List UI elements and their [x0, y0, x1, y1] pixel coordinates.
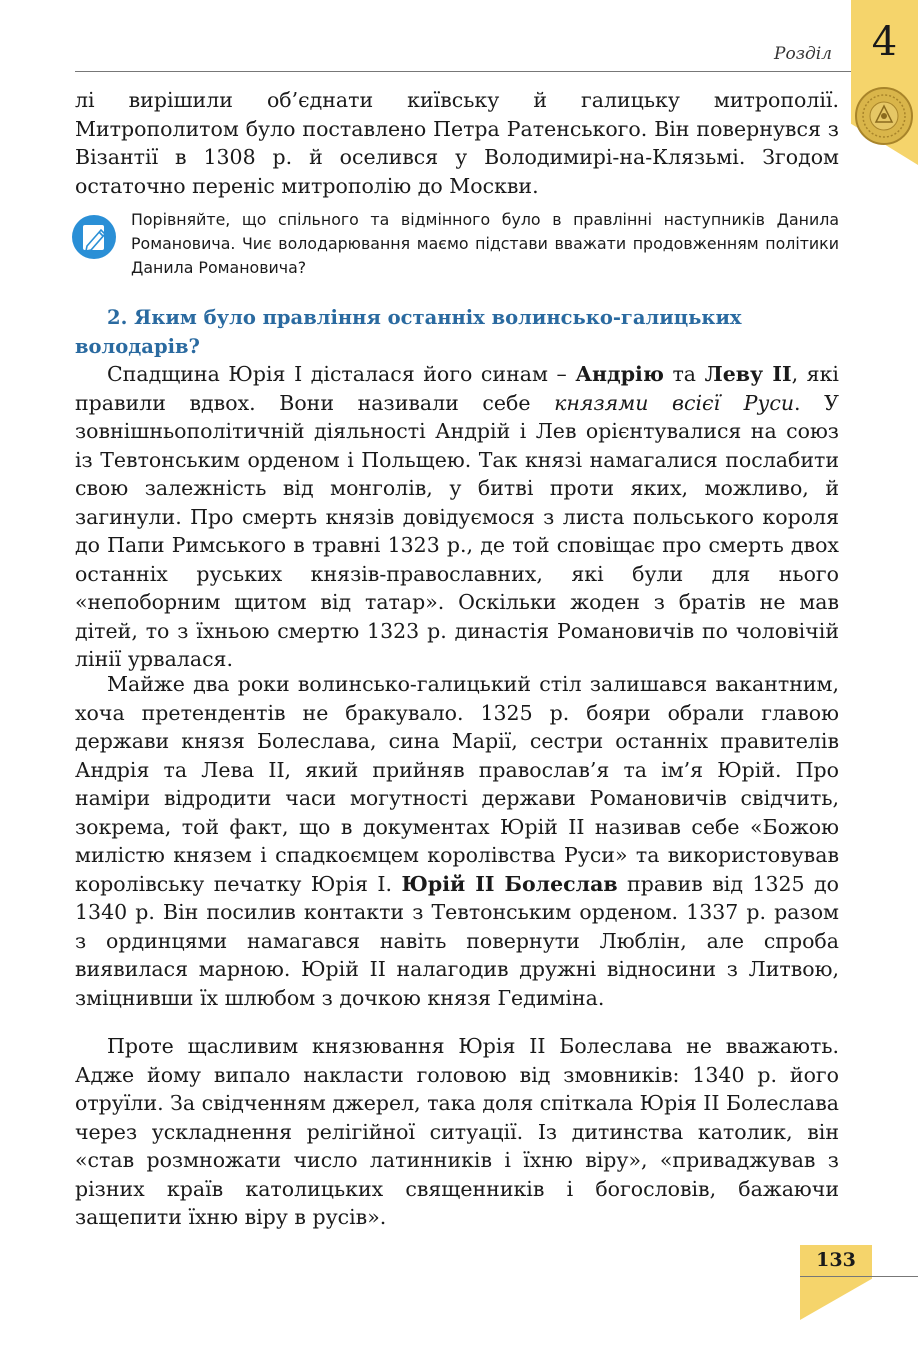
- name-lev-ii: Леву II: [704, 362, 792, 386]
- paragraph-boleslav: [75, 670, 839, 1012]
- text-run: . У зовнішньополітичній діяльності Андрій і Лев орієнтувалися на союз із Тевтонським орденом і Польщею. Так князі намагалися послабити свою залежність від монголів, у битві проти яких, можливо, й загинули. Про смерть князів довідуємося з листа польського короля до Папи Римського в травні 1323 р., де той сповіщає про смерть двох останніх руських князів-православних, які були для нього «непоборним щитом від татар». Оскільки жоден з братів не мав дітей, то з їхньою смертю 1323 р. династія Романовичів по чоловічій лінії урвалася.: [75, 390, 839, 671]
- footer-divider: [800, 1276, 918, 1277]
- title-princes-of-rus: князями всієї Руси: [554, 390, 795, 415]
- page-number: 133: [816, 1249, 856, 1271]
- paragraph-death: Проте щасливим князювання Юрія II Болеслава не вважають. Адже йому випало накласти головою від змовників: 1340 р. його отруїли. За свідченням джерел, така доля спіткала Юрія II Болеслава через ускладнення релігійної ситуації. Із дитинства католик, він «став розмножати число латинників і їхню віру», «приваджував з різних країв католицьких священників і богословів, бажаючи защепити їхню віру в русів».: [75, 1034, 839, 1229]
- text-run: Спадщина Юрія I дісталася його синам –: [107, 362, 576, 386]
- task-question: Порівняйте, що спільного та відмінного було в правлінні наступників Данила Романовича. Чиє володарювання маємо підстави вважати продовженням політики Данила Романовича?: [131, 210, 839, 277]
- header-divider: [75, 71, 853, 72]
- text-run: Майже два роки волинсько-галицький стіл залишався вакантним, хоча претендентів не бракувало. 1325 р. бояри обрали главою держави князя Болеслава, сина Марії, сестри останніх правителів Андрія та Лева II, який прийняв православ’я та ім’я Юрій. Про наміри відродити часи могутності держави Романовичів свідчить, зокрема, той факт, що в документах Юрій II називав себе «Божою милістю князем і спадкоємцем королівства Руси» та використовував королівську печатку Юрія I.: [75, 672, 839, 896]
- pencil-icon: [71, 214, 117, 260]
- chapter-number: 4: [871, 19, 898, 65]
- paragraph-heirs: [75, 360, 839, 674]
- text-run: , які правили вдвох. Вони називали себе: [75, 362, 839, 415]
- section-heading: 2. Яким було правління останніх волинсько-галицьких володарів?: [75, 306, 742, 358]
- chapter-label: Розділ: [774, 44, 832, 64]
- paragraph-intro: лі вирішили об’єднати київську й галицьку митрополії. Митрополитом було поставлено Петра Ратенського. Він повернувся з Візантії в 1308 р. й оселився у Володимирі-на-Клязьмі. Згодом остаточно переніс митрополію до Москви.: [75, 88, 839, 198]
- name-andriy: Андрію: [575, 362, 664, 386]
- name-yuriy-ii-boleslav: Юрій II Болеслав: [401, 871, 618, 896]
- seal-icon: [854, 86, 914, 146]
- text-run: правив від 1325 до 1340 р. Він посилив контакти з Тевтонським орденом. 1337 р. разом з ординцями намагався навіть повернути Люблін, але спроба виявилася марною. Юрій II налагодив дружні відносини з Литвою, зміцнивши їх шлюбом з дочкою князя Гедиміна.: [75, 871, 839, 1010]
- text-run: та: [663, 362, 705, 386]
